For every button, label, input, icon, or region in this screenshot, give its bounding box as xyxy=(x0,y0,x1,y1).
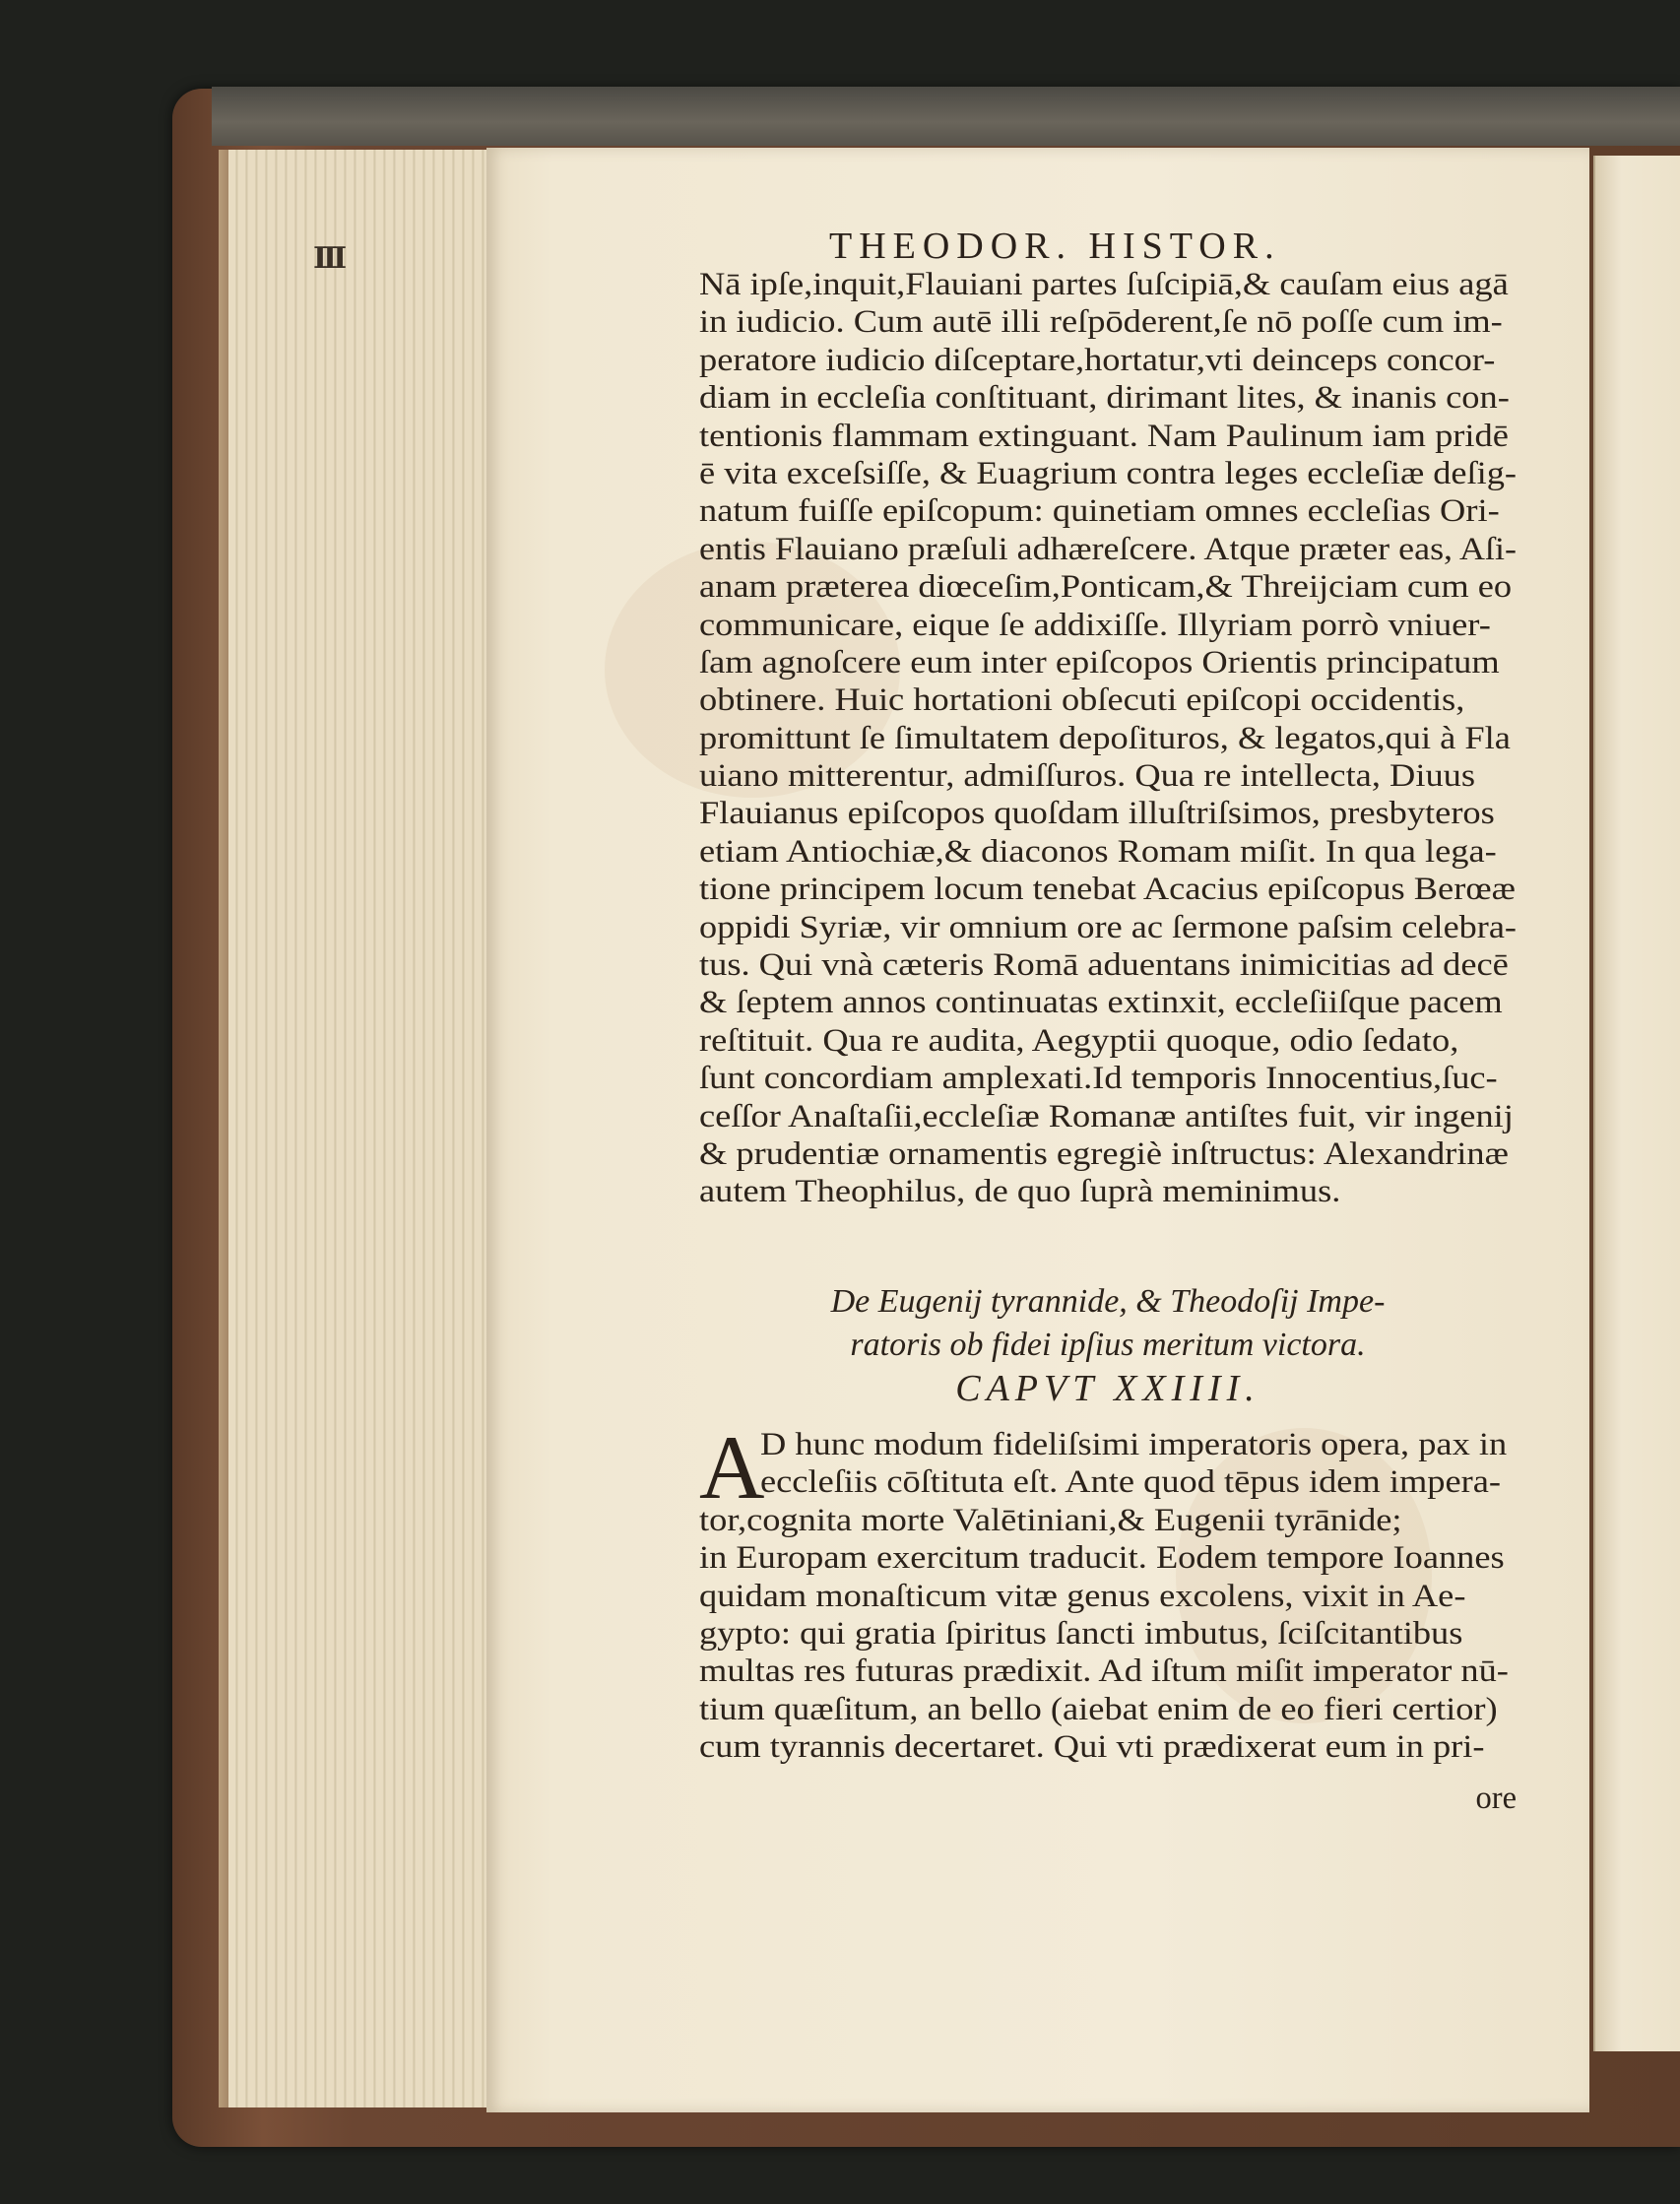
chapter-heading xyxy=(699,1280,1517,1410)
body-text xyxy=(699,266,1517,1211)
text-line: Nā ipſe,inquit,Flauiani partes ſuſcipiā,& cauſam eius agā xyxy=(699,267,1509,302)
text-line: entis Flauiano præſuli adhæreſcere. Atque præter eas, Aſi- xyxy=(699,531,1517,567)
text-line: peratore iudicio diſceptare,hortatur,vti deinceps concor- xyxy=(699,342,1496,378)
drop-cap: A xyxy=(699,1417,765,1518)
text-line: cum tyrannis decertaret. Qui vti prædixerat eum in pri- xyxy=(699,1729,1485,1766)
text-line: & ſeptem annos continuatas extinxit, eccleſiiſque pacem xyxy=(699,985,1503,1021)
text-line: tium quæſitum, an bello (aiebat enim de eo fieri certior) xyxy=(699,1691,1498,1727)
text-line: uiano mitterentur, admiſſuros. Qua re intellecta, Diuus xyxy=(699,758,1476,795)
text-line: etiam Antiochiæ,& diaconos Romam miſit. In qua lega- xyxy=(699,833,1497,870)
text-line: in iudicio. Cum autē illi reſpōderent,ſe nō poſſe cum im- xyxy=(699,304,1503,341)
text-line: gypto: qui gratia ſpiritus ſancti imbutus, ſciſcitantibus xyxy=(699,1615,1463,1652)
book-top-edge xyxy=(212,87,1680,146)
text-line: quidam monaſticum vitæ genus excolens, vixit in Ae- xyxy=(699,1578,1466,1614)
text-line: obtinere. Huic hortationi obſecuti epiſcopi occidentis, xyxy=(699,682,1465,719)
text-line: tus. Qui vnà cæteris Romā aduentans inimicitias ad decē xyxy=(699,947,1509,984)
text-line: Flauianus epiſcopos quoſdam illuſtriſsimos, presbyteros xyxy=(699,796,1495,832)
catchword: ore xyxy=(1475,1781,1517,1816)
heading-line: ratoris ob fidei ipſius meritum victora. xyxy=(850,1327,1366,1363)
text-line: natum fuiſſe epiſcopum: quinetiam omnes eccleſias Ori- xyxy=(699,493,1500,530)
text-line: promittunt ſe ſimultatem depoſituros, & legatos,qui à Fla xyxy=(699,720,1511,756)
text-line: ē vita exceſsiſſe, & Euagrium contra leges eccleſiæ deſig- xyxy=(699,455,1517,491)
text-line: & prudentiæ ornamentis egregiè inſtructus: Alexandrinæ xyxy=(699,1135,1509,1172)
text-line: ſam agnoſcere eum inter epiſcopos Orientis principatum xyxy=(699,644,1500,681)
page-edges-stack xyxy=(228,150,488,2107)
chapter-text xyxy=(699,1417,1517,1767)
text-line: ceſſor Anaſtaſii,eccleſiæ Romanæ antiſtes fuit, vir ingenij xyxy=(699,1098,1514,1134)
text-line: D hunc modum fideliſsimi imperatoris opera, pax in xyxy=(760,1427,1508,1462)
running-head: THEODOR. HISTOR. xyxy=(829,226,1281,267)
caput-label: CAPVT XXIIII. xyxy=(955,1368,1260,1409)
text-line: anam præterea diœceſim,Ponticam,& Threijciam cum eo xyxy=(699,569,1513,606)
text-line: in Europam exercitum traducit. Eodem tempore Ioannes xyxy=(699,1540,1505,1577)
text-line: communicare, eique ſe addixiſſe. Illyriam porrò vniuer- xyxy=(699,607,1491,643)
text-line: oppidi Syriæ, vir omnium ore ac ſermone paſsim celebra- xyxy=(699,909,1517,945)
heading-line: De Eugenij tyrannide, & Theodoſij Impe- xyxy=(830,1283,1386,1320)
facing-page-edge xyxy=(1593,156,1680,2051)
text-line: multas res futuras prædixit. Ad iſtum miſit imperator nū- xyxy=(699,1653,1509,1690)
text-line: tor,cognita morte Valētiniani,& Eugenii tyrānide; xyxy=(699,1502,1402,1538)
text-line: tione principem locum tenebat Acacius epiſcopus Berœæ xyxy=(699,872,1516,908)
text-line: diam in eccleſia conſtituant, dirimant lites, & inanis con- xyxy=(699,380,1510,417)
text-line: eccleſiis cōſtituta eſt. Ante quod tēpus idem impera- xyxy=(760,1464,1502,1501)
text-line: autem Theophilus, de quo ſuprà meminimus. xyxy=(699,1174,1341,1210)
text-line: tentionis flammam extinguant. Nam Paulinum iam pridē xyxy=(699,418,1509,454)
text-line: ſunt concordiam amplexati.Id temporis Innocentius,ſuc- xyxy=(699,1061,1498,1097)
text-line: reſtituit. Qua re audita, Aegyptii quoque, odio ſedato, xyxy=(699,1022,1459,1059)
edge-marks: III xyxy=(313,241,344,276)
